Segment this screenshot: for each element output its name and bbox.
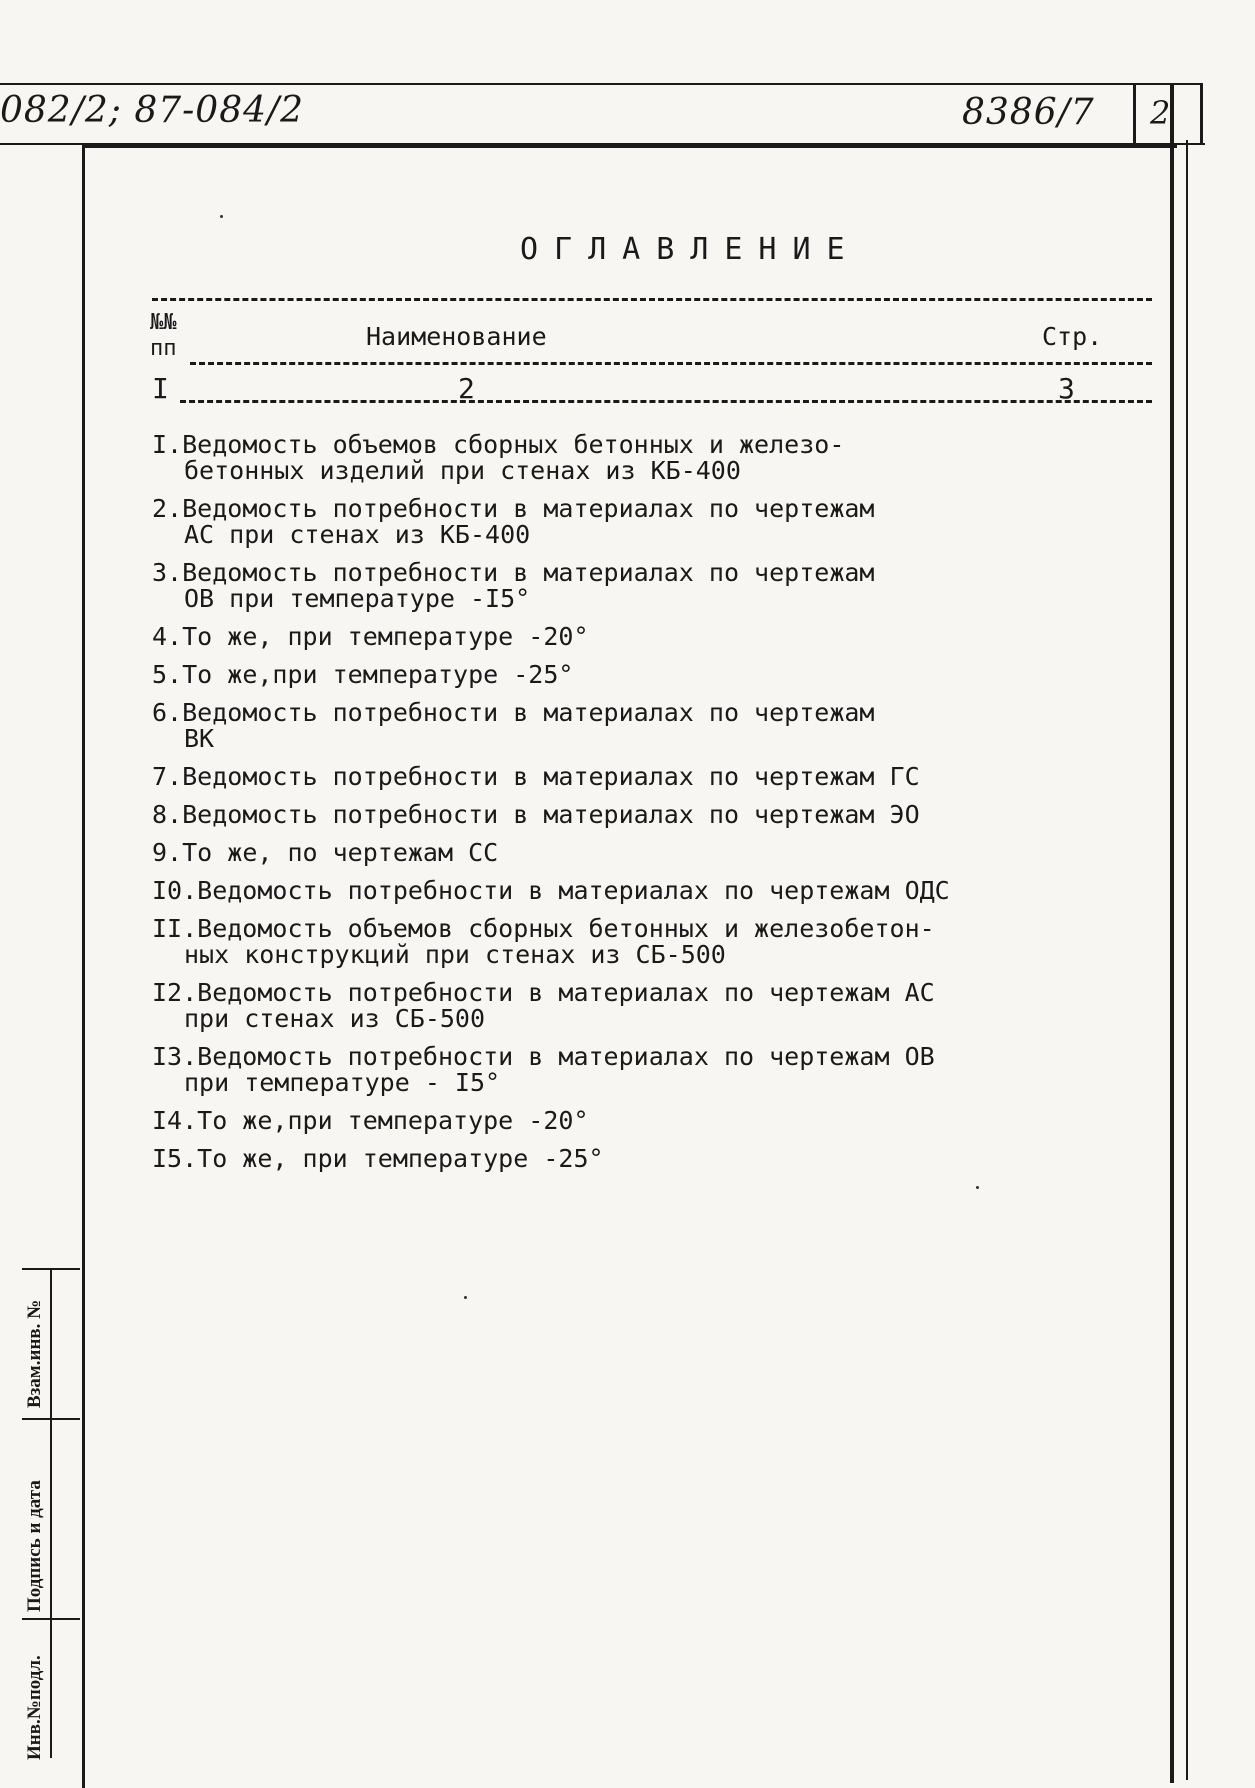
- page-number: 2: [1150, 94, 1172, 132]
- toc-item-number: I2.: [152, 978, 198, 1007]
- toc-item-title-continued: при стенах из СБ-500: [184, 1004, 486, 1033]
- toc-item: [152, 496, 1052, 548]
- toc-item-title: Ведомость потребности в материалах по чертежам ГС: [182, 762, 920, 791]
- toc-item-number: I3.: [152, 1042, 198, 1071]
- toc-item: [152, 700, 1052, 752]
- header-top-line: [0, 83, 1202, 85]
- toc-item-number: I4.: [152, 1106, 198, 1135]
- column-header-name: Наименование: [366, 322, 547, 351]
- stamp-field-replacement-inv: Взам.инв. №: [24, 1299, 45, 1408]
- toc-item: [152, 662, 1052, 688]
- toc-item-title-continued: АС при стенах из КБ-400: [184, 520, 531, 549]
- toc-item-title: То же,при температуре -25°: [182, 660, 574, 689]
- toc-item: [152, 432, 1052, 484]
- toc-item-number: 4.: [152, 622, 183, 651]
- document-code-right: 8386/7: [962, 92, 1095, 133]
- toc-item-title-continued: ОВ при температуре -I5°: [184, 584, 531, 613]
- toc-item-title: То же, при температуре -20°: [182, 622, 589, 651]
- table-of-contents: [152, 432, 1052, 1184]
- toc-item-number: I.: [152, 430, 183, 459]
- toc-item-title-continued: бетонных изделий при стенах из КБ-400: [184, 456, 741, 485]
- frame-right-inner-border: [1186, 140, 1188, 1780]
- column-index-3: 3: [1058, 372, 1075, 405]
- toc-item-number: II.: [152, 914, 198, 943]
- toc-item: [152, 1044, 1052, 1096]
- scan-speck: [220, 215, 223, 218]
- toc-item-title: То же, по чертежам СС: [182, 838, 499, 867]
- toc-item-title: То же, при температуре -25°: [197, 1144, 604, 1173]
- toc-item-number: 8.: [152, 800, 183, 829]
- toc-item-number: 9.: [152, 838, 183, 867]
- toc-item-number: I0.: [152, 876, 198, 905]
- toc-item-number: 6.: [152, 698, 183, 727]
- frame-right-border: [1170, 83, 1174, 1783]
- toc-item-title-continued: ных конструкций при стенах из СБ-500: [184, 940, 726, 969]
- toc-item-title: Ведомость потребности в материалах по чертежам ЭО: [182, 800, 920, 829]
- table-divider-middle: [190, 362, 1152, 365]
- toc-item: [152, 1108, 1052, 1134]
- toc-item: [152, 560, 1052, 612]
- toc-item-title: Ведомость потребности в материалах по чертежам: [182, 558, 875, 587]
- scan-speck: [976, 1186, 979, 1189]
- column-header-number: [150, 310, 177, 362]
- toc-item: [152, 840, 1052, 866]
- toc-item-title: Ведомость объемов сборных бетонных и железобетон-: [197, 914, 935, 943]
- toc-item-number: 2.: [152, 494, 183, 523]
- toc-item-title: Ведомость потребности в материалах по чертежам: [182, 698, 875, 727]
- toc-item: [152, 1146, 1052, 1172]
- column-header-number-line2: пп: [150, 336, 177, 361]
- document-code-left: 082/2; 87-084/2: [0, 90, 305, 131]
- toc-item-title: Ведомость потребности в материалах по чертежам ОВ: [197, 1042, 935, 1071]
- toc-item-title-continued: ВК: [184, 724, 215, 753]
- toc-item: [152, 878, 1052, 904]
- toc-item-title: Ведомость объемов сборных бетонных и железо-: [182, 430, 845, 459]
- toc-item: [152, 764, 1052, 790]
- table-divider-top: [152, 298, 1152, 301]
- toc-item-title: Ведомость потребности в материалах по чертежам: [182, 494, 875, 523]
- toc-item: [152, 980, 1052, 1032]
- toc-item-title: Ведомость потребности в материалах по чертежам АС: [197, 978, 935, 1007]
- table-divider-bottom: [180, 400, 1152, 403]
- toc-item-number: 5.: [152, 660, 183, 689]
- toc-item-title: Ведомость потребности в материалах по чертежам ОДС: [197, 876, 950, 905]
- page-title: ОГЛАВЛЕНИЕ: [520, 232, 861, 267]
- toc-item: [152, 916, 1052, 968]
- toc-item-number: 3.: [152, 558, 183, 587]
- toc-item-title-continued: при температуре - I5°: [184, 1068, 501, 1097]
- stamp-vertical-line: [50, 1268, 52, 1758]
- column-header-page: Стр.: [1042, 322, 1103, 351]
- toc-item: [152, 624, 1052, 650]
- toc-item: [152, 802, 1052, 828]
- stamp-field-original-inv: Инв.№подл.: [24, 1655, 45, 1760]
- column-header-number-line1: №№: [150, 310, 177, 335]
- scan-speck: [464, 1296, 467, 1299]
- stamp-field-signature-date: Подпись и дата: [24, 1480, 45, 1612]
- toc-item-title: То же,при температуре -20°: [197, 1106, 589, 1135]
- column-index-1: I: [152, 372, 169, 405]
- column-index-2: 2: [458, 372, 475, 405]
- toc-item-number: I5.: [152, 1144, 198, 1173]
- toc-item-number: 7.: [152, 762, 183, 791]
